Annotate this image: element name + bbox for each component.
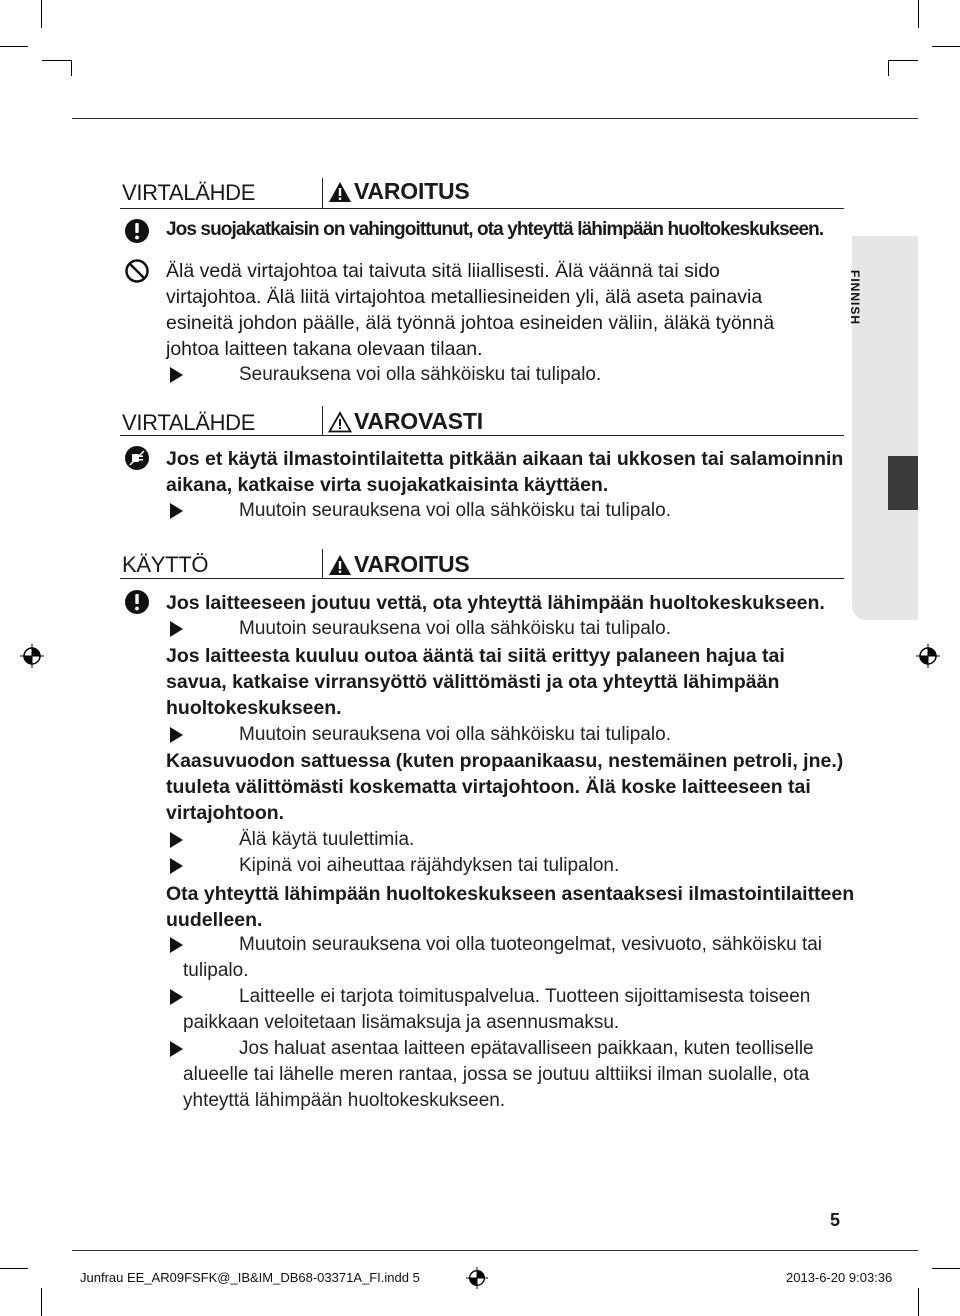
section-rule	[120, 578, 844, 579]
warning-tag	[328, 551, 470, 578]
result-text: Muutoin seurauksena voi olla tuoteongelmat, vesivuoto, sähköisku tai	[239, 934, 823, 955]
prohibited-icon	[124, 258, 150, 284]
exclamation-icon	[124, 589, 150, 615]
footer-filename: Junfrau EE_AR09FSFK@_IB&IM_DB68-03371A_FI.indd 5	[80, 1270, 420, 1285]
caution-triangle-icon	[328, 411, 352, 433]
result-text: Laitteelle ei tarjota toimituspalvelua. Tuotteen sijoittamisesta toiseen	[239, 986, 811, 1007]
registration-mark-icon	[916, 644, 940, 668]
arrow-bullet-icon	[170, 621, 183, 637]
crop-mark	[0, 1268, 28, 1269]
section-rule	[120, 208, 844, 209]
crop-mark	[932, 46, 960, 47]
warning-label: VAROITUS	[354, 551, 470, 577]
instruction-text: Älä vedä virtajohtoa tai taivuta sitä liiallisesti. Älä väännä tai sido	[166, 260, 720, 282]
instruction-text: savua, katkaise virransyöttö välittömästi ja ota yhteyttä lähimpään	[166, 671, 780, 693]
section-rule	[120, 435, 844, 436]
instruction-text: Jos laitteesta kuuluu outoa ääntä tai siitä erittyy palaneen hajua tai	[166, 645, 785, 667]
result-text: Muutoin seurauksena voi olla sähköisku tai tulipalo.	[239, 500, 671, 521]
page-number: 5	[830, 1210, 841, 1230]
instruction-text: Jos laitteeseen joutuu vettä, ota yhteyttä lähimpään huoltokeskukseen.	[166, 592, 825, 614]
result-text: Muutoin seurauksena voi olla sähköisku tai tulipalo.	[239, 724, 671, 745]
instruction-text: Jos suojakatkaisin on vahingoittunut, ota yhteyttä lähimpään huoltokeskukseen.	[166, 219, 824, 240]
caution-label: VAROVASTI	[354, 408, 483, 434]
result-text: Kipinä voi aiheuttaa räjähdyksen tai tulipalon.	[239, 855, 620, 876]
crop-mark	[0, 46, 28, 47]
instruction-text: Ota yhteyttä lähimpään huoltokeskukseen asentaaksesi ilmastointilaitteen	[166, 883, 855, 905]
section-title: VIRTALÄHDE	[122, 180, 256, 205]
instruction-text: virtajohtoon.	[166, 802, 285, 824]
registration-mark-icon	[466, 1267, 488, 1289]
arrow-bullet-icon	[170, 937, 183, 953]
result-text: tulipalo.	[183, 960, 249, 981]
result-text: paikkaan veloitetaan lisämaksuja ja asennusmaksu.	[183, 1012, 620, 1033]
crop-mark	[918, 0, 919, 28]
bottom-rule	[72, 1250, 918, 1251]
section-divider	[322, 549, 323, 579]
crop-mark	[918, 1288, 919, 1316]
instruction-text: uudelleen.	[166, 909, 263, 931]
warning-tag	[328, 178, 470, 205]
crop-mark	[888, 60, 889, 76]
instruction-text: virtajohtoa. Älä liitä virtajohtoa metalliesineiden yli, älä aseta painavia	[166, 286, 763, 308]
registration-mark-icon	[20, 644, 44, 668]
side-tab-marker	[888, 456, 918, 510]
warning-triangle-icon	[328, 554, 352, 576]
instruction-text: esineitä johdon päälle, älä työnnä johtoa esineiden väliin, äläkä työnnä	[166, 312, 775, 334]
result-text: Seurauksena voi olla sähköisku tai tulipalo.	[239, 364, 602, 385]
crop-mark	[41, 0, 42, 28]
arrow-bullet-icon	[170, 858, 183, 874]
crop-mark	[932, 1268, 960, 1269]
section-title: KÄYTTÖ	[122, 552, 209, 577]
instruction-text: aikana, katkaise virta suojakatkaisinta käyttäen.	[166, 474, 609, 496]
arrow-bullet-icon	[170, 367, 183, 383]
warning-label: VAROITUS	[354, 178, 470, 204]
instruction-text: Kaasuvuodon sattuessa (kuten propaanikaasu, nestemäinen petroli, jne.)	[166, 750, 844, 772]
crop-mark	[41, 1288, 42, 1316]
arrow-bullet-icon	[170, 727, 183, 743]
result-text: Jos haluat asentaa laitteen epätavalliseen paikkaan, kuten teolliselle	[239, 1038, 814, 1059]
crop-mark	[42, 60, 72, 61]
arrow-bullet-icon	[170, 989, 183, 1005]
language-label: FINNISH	[848, 270, 862, 325]
instruction-text: johtoa laitteen takana olevaan tilaan.	[166, 338, 483, 360]
section-divider	[322, 178, 323, 208]
instruction-text: Jos et käytä ilmastointilaitetta pitkään aikaan tai ukkosen tai salamoinnin	[166, 448, 844, 470]
arrow-bullet-icon	[170, 503, 183, 519]
result-text: Muutoin seurauksena voi olla sähköisku tai tulipalo.	[239, 618, 671, 639]
top-rule	[72, 118, 918, 119]
footer-date: 2013-6-20 9:03:36	[786, 1270, 893, 1285]
section-title: VIRTALÄHDE	[122, 410, 256, 435]
crop-mark	[71, 60, 72, 76]
arrow-bullet-icon	[170, 1041, 183, 1057]
instruction-text: huoltokeskukseen.	[166, 697, 342, 719]
result-text: yhteyttä lähimpään huoltokeskukseen.	[183, 1090, 506, 1111]
result-text: Älä käytä tuulettimia.	[239, 829, 415, 850]
arrow-bullet-icon	[170, 832, 183, 848]
result-text: alueelle tai lähelle meren rantaa, jossa se joutuu alttiiksi ilman suolalle, ota	[183, 1064, 810, 1085]
warning-triangle-icon	[328, 181, 352, 203]
crop-mark	[888, 60, 918, 61]
caution-tag	[328, 408, 483, 435]
instruction-text: tuuleta välittömästi koskematta virtajohtoon. Älä koske laitteeseen tai	[166, 776, 811, 798]
unplug-icon	[124, 445, 150, 471]
exclamation-icon	[124, 218, 150, 244]
section-divider	[322, 406, 323, 436]
